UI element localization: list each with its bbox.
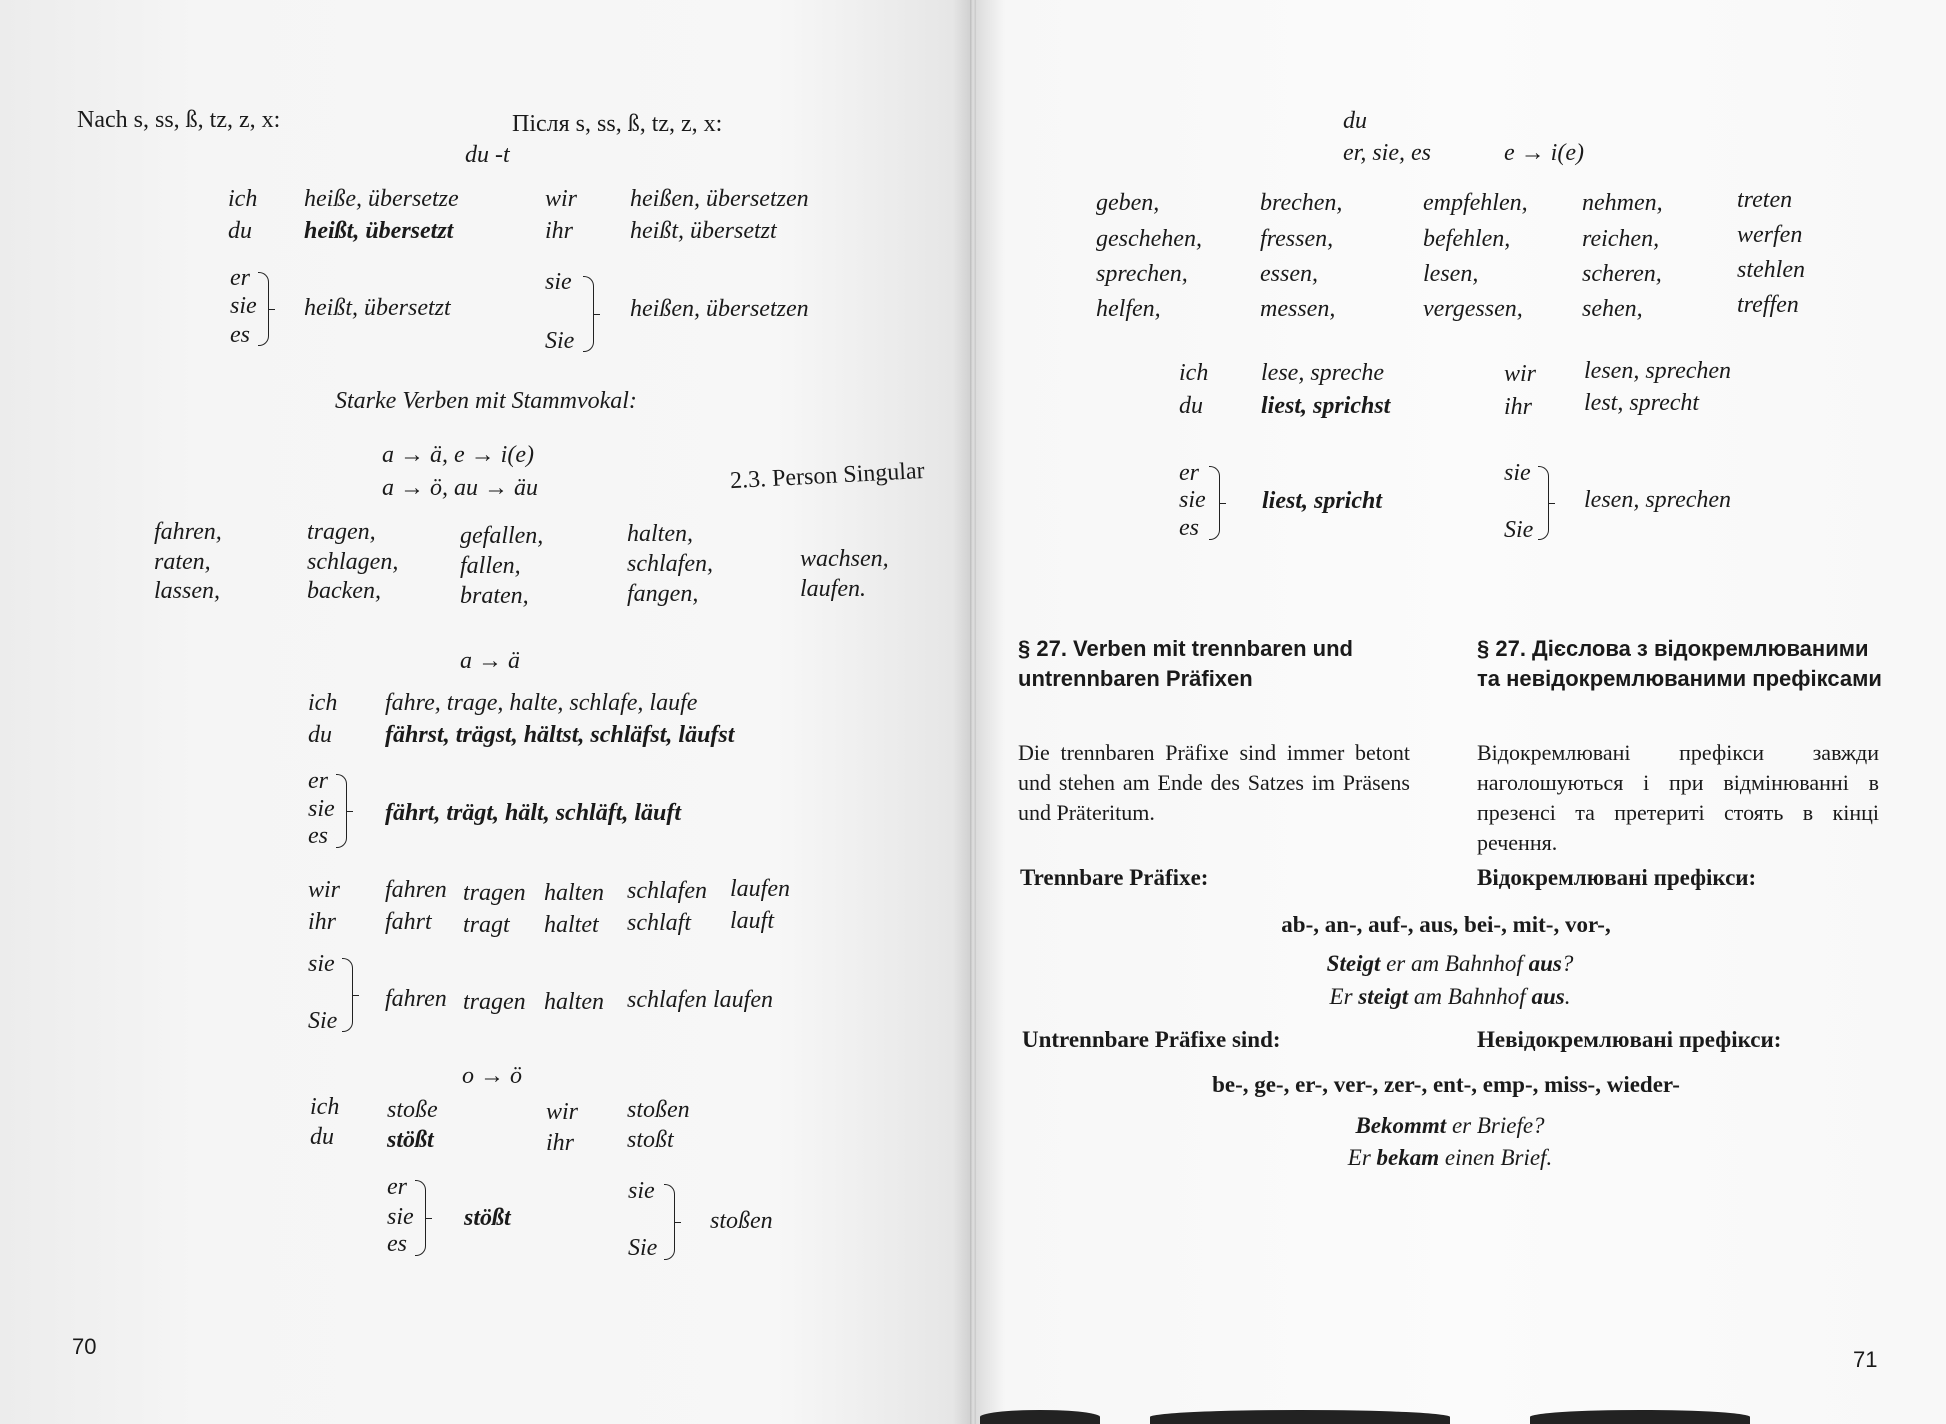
section-heading-de: § 27. Verben mit trennbaren und untrennbaren Präfixen — [1018, 636, 1353, 691]
pronoun-wir: wir — [546, 1099, 579, 1125]
pronoun-ich: ich — [1179, 360, 1209, 386]
emphasis: Steigt — [1326, 951, 1381, 976]
pronoun-Sie-formal: Sie — [308, 1008, 338, 1034]
emphasis: aus — [1528, 951, 1562, 976]
pronoun-es: es — [387, 1231, 407, 1257]
verb: werfen — [1737, 222, 1803, 248]
verb: fahren, — [154, 519, 222, 545]
separable-label-de: Trennbare Präfixe: — [1020, 865, 1209, 890]
page-number: 71 — [1853, 1347, 1878, 1372]
strong-verbs-title: Starke Verben mit Stammvokal: — [335, 388, 637, 414]
verb: stehlen — [1737, 257, 1805, 283]
form-ihr: lest, sprecht — [1584, 390, 1700, 416]
emphasis: Bekommt — [1355, 1113, 1447, 1138]
pronoun-sie-plural: sie — [1504, 460, 1531, 486]
form-er-sie-es: stößt — [464, 1205, 511, 1231]
verb: fangen, — [627, 581, 699, 607]
text: . — [1564, 984, 1571, 1009]
form-ihr: fahrt — [385, 909, 432, 935]
pronoun-sie: sie — [1179, 487, 1206, 513]
form-wir: fahren — [385, 877, 447, 903]
form-sie-Sie: tragen — [463, 989, 526, 1015]
verb: sprechen, — [1096, 261, 1188, 287]
pronoun-er: er — [308, 768, 328, 794]
pronoun-sie: sie — [308, 796, 335, 822]
pronoun-Sie-formal: Sie — [545, 328, 575, 354]
inseparable-label-uk: Невідокремлювані префікси: — [1477, 1027, 1782, 1052]
form-ihr: haltet — [544, 912, 599, 938]
header-de: Nach s, ss, ß, tz, z, x: — [77, 107, 281, 133]
inseparable-example-statement — [1348, 1146, 1552, 1169]
verb: brechen, — [1260, 190, 1343, 216]
pronoun-er: er — [387, 1174, 407, 1200]
form-sie-Sie: lesen, sprechen — [1584, 487, 1732, 513]
form-wir: halten — [544, 880, 604, 906]
text: er am Bahnhof — [1380, 951, 1529, 976]
separable-prefix-list: ab-, an-, auf-, aus, bei-, mit-, vor-, — [1281, 912, 1611, 937]
rule-o-oe: o → ö — [462, 1063, 522, 1089]
verb: reichen, — [1582, 226, 1660, 252]
vowel-rule: e → i(e) — [1504, 140, 1584, 166]
text: er Briefe? — [1446, 1113, 1545, 1138]
brace — [583, 276, 594, 352]
verb: treffen — [1737, 292, 1799, 318]
inseparable-label-de — [1022, 1028, 1281, 1051]
pronoun-sie: sie — [230, 293, 257, 319]
scan-bottom-edge — [1150, 1410, 1450, 1424]
form-wir: tragen — [463, 880, 526, 906]
form-ihr: schlaft — [627, 910, 691, 936]
inseparable-example-question — [1355, 1114, 1544, 1137]
pronoun-wir: wir — [308, 877, 341, 903]
rule-du-t: du -t — [465, 142, 510, 168]
form-wir: heißen, übersetzen — [630, 186, 809, 212]
form-sie-Sie: fahren — [385, 986, 447, 1012]
verb: lesen, — [1423, 261, 1479, 287]
brace — [1538, 466, 1549, 540]
form-wir: schlafen — [627, 878, 707, 904]
verb: fallen, — [460, 553, 521, 579]
form-sie-Sie: halten — [544, 989, 604, 1015]
section-heading-uk: § 27. Дієслова з відокремлюваними та невідокремлюваними префіксами — [1477, 636, 1882, 691]
form-ihr: lauft — [730, 908, 775, 934]
text: Er — [1347, 1145, 1377, 1170]
verb: nehmen, — [1582, 190, 1663, 216]
text: ? — [1561, 951, 1574, 976]
inseparable-prefix-list: be-, ge-, er-, ver-, zer-, ent-, emp-, miss-, wieder- — [1212, 1072, 1680, 1097]
form-du: stößt — [387, 1127, 434, 1153]
scan-bottom-edge — [980, 1410, 1100, 1424]
text: einen Brief. — [1439, 1145, 1553, 1170]
pronoun-du: du — [310, 1124, 334, 1150]
pronoun-ihr: ihr — [545, 218, 574, 244]
form-ich: fahre, trage, halte, schlafe, laufe — [385, 690, 698, 716]
form-du: heißt, übersetzt — [304, 218, 454, 244]
brace — [258, 272, 269, 346]
pronoun-sie: sie — [387, 1204, 414, 1230]
verb: helfen, — [1096, 296, 1161, 322]
form-sie-Sie: schlafen laufen — [627, 987, 773, 1013]
form-er-sie-es: liest, spricht — [1262, 488, 1383, 514]
verb: wachsen, — [800, 546, 889, 572]
emphasis: steigt — [1358, 984, 1409, 1009]
verb: befehlen, — [1423, 226, 1511, 252]
form-du: liest, sprichst — [1261, 393, 1391, 419]
pronoun-sie-plural: sie — [308, 951, 335, 977]
pronoun-wir: wir — [1504, 361, 1537, 387]
pronoun-Sie-formal: Sie — [1504, 517, 1534, 543]
pronoun-er: er — [1179, 460, 1199, 486]
pronoun-wir: wir — [545, 186, 578, 212]
verb: sehen, — [1582, 296, 1643, 322]
verb: schlagen, — [307, 549, 399, 575]
separable-example-question — [1327, 952, 1574, 975]
verb: halten, — [627, 521, 693, 547]
pronoun-er-sie-es: er, sie, es — [1343, 140, 1431, 166]
verb: schlafen, — [627, 551, 713, 577]
form-ich: stoße — [387, 1097, 438, 1123]
pronoun-es: es — [230, 322, 250, 348]
pronoun-ich: ich — [310, 1094, 340, 1120]
pronoun-ihr: ihr — [1504, 394, 1533, 420]
right-page — [976, 0, 1946, 1424]
brace — [336, 774, 347, 848]
verb: raten, — [154, 549, 211, 575]
emphasis: Untrennbare Präfixe sind: — [1022, 1027, 1281, 1052]
person-note: 2.3. Person Singular — [729, 457, 926, 495]
form-ihr: heißt, übersetzt — [630, 218, 777, 244]
pronoun-du: du — [1343, 108, 1367, 134]
verb: fressen, — [1260, 226, 1334, 252]
verb: tragen, — [307, 519, 376, 545]
brace — [1209, 466, 1220, 540]
verb: empfehlen, — [1423, 190, 1528, 216]
pronoun-du: du — [308, 722, 332, 748]
pronoun-ich: ich — [228, 186, 258, 212]
emphasis: aus — [1531, 984, 1565, 1009]
form-wir: laufen — [730, 876, 790, 902]
brace — [664, 1184, 675, 1260]
page-number: 70 — [72, 1334, 97, 1359]
brace — [342, 958, 353, 1032]
form-wir: stoßen — [627, 1097, 690, 1123]
pronoun-du: du — [1179, 393, 1203, 419]
form-ich: lese, spreche — [1261, 360, 1385, 386]
form-wir: lesen, sprechen — [1584, 358, 1732, 384]
pronoun-er: er — [230, 265, 250, 291]
paragraph-de: Die trennbaren Präfixe sind immer betont und stehen am Ende des Satzes im Präsens und Präteritum. — [1018, 740, 1410, 825]
pronoun-sie-plural: sie — [545, 269, 572, 295]
pronoun-ihr: ihr — [546, 1130, 575, 1156]
rule-a-ae: a → ä — [460, 648, 520, 674]
pronoun-ich: ich — [308, 690, 338, 716]
form-er-sie-es: heißt, übersetzt — [304, 295, 451, 321]
brace — [415, 1180, 426, 1256]
form-ich: heiße, übersetze — [304, 186, 459, 212]
verb: braten, — [460, 583, 529, 609]
pronoun-du: du — [228, 218, 252, 244]
vowel-rule-2: a → ö, au → äu — [382, 475, 538, 501]
verb: geschehen, — [1096, 226, 1202, 252]
vowel-rule-1: a → ä, e → i(e) — [382, 442, 534, 468]
form-du: fährst, trägst, hältst, schläfst, läufst — [385, 722, 735, 748]
form-sie-Sie: heißen, übersetzen — [630, 296, 809, 322]
form-sie-Sie: stoßen — [710, 1208, 773, 1234]
text: Er — [1329, 984, 1359, 1009]
form-er-sie-es: fährt, trägt, hält, schläft, läuft — [385, 800, 682, 826]
form-ihr: tragt — [463, 912, 510, 938]
verb: treten — [1737, 187, 1793, 213]
pronoun-sie-plural: sie — [628, 1178, 655, 1204]
verb: messen, — [1260, 296, 1336, 322]
verb: lassen, — [154, 578, 220, 604]
form-ihr: stoßt — [627, 1127, 674, 1153]
emphasis: bekam — [1376, 1145, 1440, 1170]
verb: gefallen, — [460, 523, 544, 549]
text: am Bahnhof — [1408, 984, 1532, 1009]
separable-example-statement — [1330, 985, 1571, 1008]
verb: vergessen, — [1423, 296, 1523, 322]
header-uk: Після s, ss, ß, tz, z, x: — [512, 111, 723, 137]
verb: scheren, — [1582, 261, 1662, 287]
verb: essen, — [1260, 261, 1318, 287]
paragraph-uk: Відокремлювані префікси завжди наголошуються і при відмінюванні в презенсі та претериті стоять в кінці речення. — [1477, 740, 1879, 855]
left-page — [0, 0, 972, 1424]
pronoun-es: es — [308, 823, 328, 849]
pronoun-ihr: ihr — [308, 909, 337, 935]
pronoun-Sie-formal: Sie — [628, 1235, 658, 1261]
pronoun-es: es — [1179, 515, 1199, 541]
separable-label-uk: Відокремлювані префікси: — [1477, 865, 1757, 890]
verb: geben, — [1096, 190, 1160, 216]
scan-bottom-edge — [1530, 1410, 1750, 1424]
verb: laufen. — [800, 576, 866, 602]
verb: backen, — [307, 578, 381, 604]
